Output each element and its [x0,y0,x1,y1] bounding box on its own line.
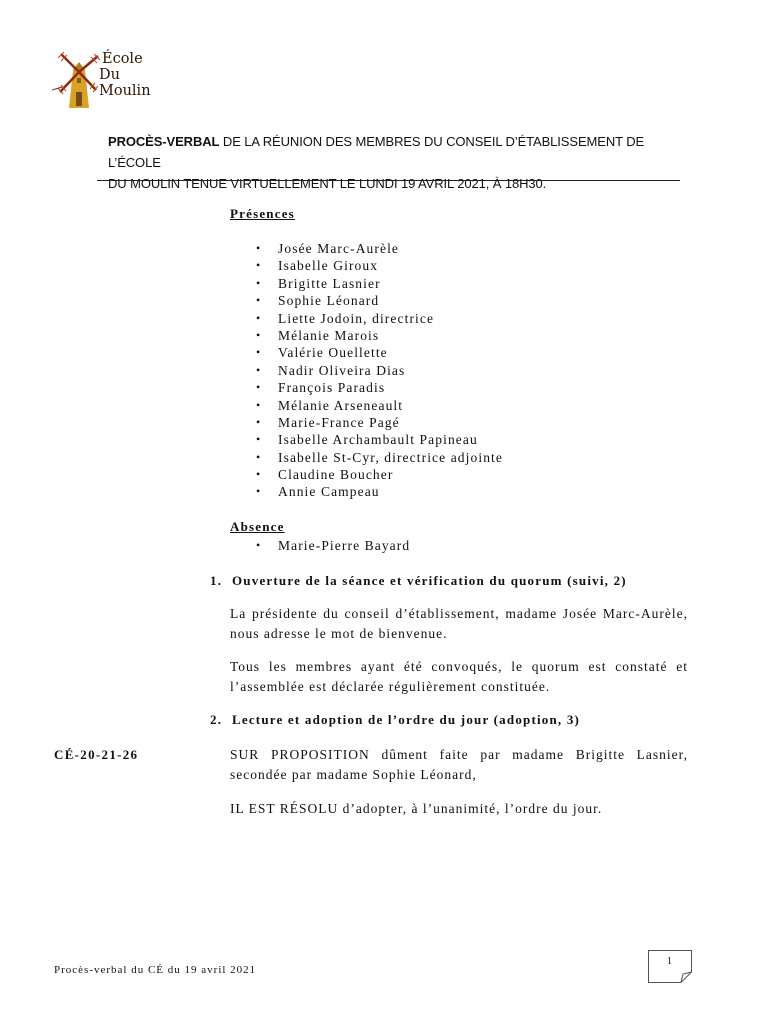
section-title: Ouverture de la séance et vérification du quorum (suivi, 2) [232,573,627,588]
page-number: 1 [667,956,672,967]
list-item: • Liette Jodoin, directrice [230,310,503,327]
list-item: • Valérie Ouellette [230,344,503,361]
section-title: Lecture et adoption de l’ordre du jour (adoption, 3) [232,712,581,727]
list-item: • Annie Campeau [230,483,503,500]
list-item: • Nadir Oliveira Dias [230,362,503,379]
presences-heading: Présences [230,206,295,221]
title-bold: PROCÈS-VERBAL [108,134,220,149]
section-1-paragraph-1: La présidente du conseil d’établissement, madame Josée Marc-Aurèle, nous adresse le mot de bienvenue. [230,606,688,641]
logo-text-line1: École [102,51,143,67]
horizontal-rule [97,180,680,181]
list-item: • Mélanie Marois [230,327,503,344]
absence-heading: Absence [230,519,285,534]
section-2-heading [210,712,580,728]
list-item: • Isabelle Giroux [230,257,503,274]
title-line1-rest: DE LA RÉUNION DES MEMBRES DU CONSEIL D’ÉTABLISSEMENT DE L’ÉCOLE [108,134,645,170]
list-item: • Sophie Léonard [230,292,503,309]
list-item: • Isabelle Archambault Papineau [230,431,503,448]
list-item: • Marie-France Pagé [230,414,503,431]
section-1-paragraph-2: Tous les membres ayant été convoqués, le quorum est constaté et l’assemblée est déclarée régulièrement constituée. [230,659,688,694]
school-logo [52,48,176,112]
list-item: • Claudine Boucher [230,466,503,483]
footer-text: Procès-verbal du CÉ du 19 avril 2021 [54,964,257,976]
list-item: • Mélanie Arseneault [230,397,503,414]
list-item: • Marie-Pierre Bayard [230,537,410,554]
list-item: • Brigitte Lasnier [230,275,503,292]
title-line2: DU MOULIN TENUE VIRTUELLEMENT LE LUNDI 19 AVRIL 2021, À 18H30. [108,176,547,191]
section-number: 1. [210,573,223,588]
list-item: • François Paradis [230,379,503,396]
logo-text-line2: Du Moulin [99,67,151,99]
document-title [108,131,698,194]
section-2-paragraph-2: IL EST RÉSOLU d’adopter, à l’unanimité, l’ordre du jour. [230,801,603,816]
section-number: 2. [210,712,223,727]
list-item: • Isabelle St-Cyr, directrice adjointe [230,449,503,466]
resolution-code: CÉ-20-21-26 [54,747,139,762]
absence-list [230,537,410,554]
presences-list [230,240,503,501]
section-2-paragraph-1: SUR PROPOSITION dûment faite par madame Brigitte Lasnier, secondée par madame Sophie Léonard, [230,747,688,782]
section-1-heading [210,573,627,589]
list-item: • Josée Marc-Aurèle [230,240,503,257]
